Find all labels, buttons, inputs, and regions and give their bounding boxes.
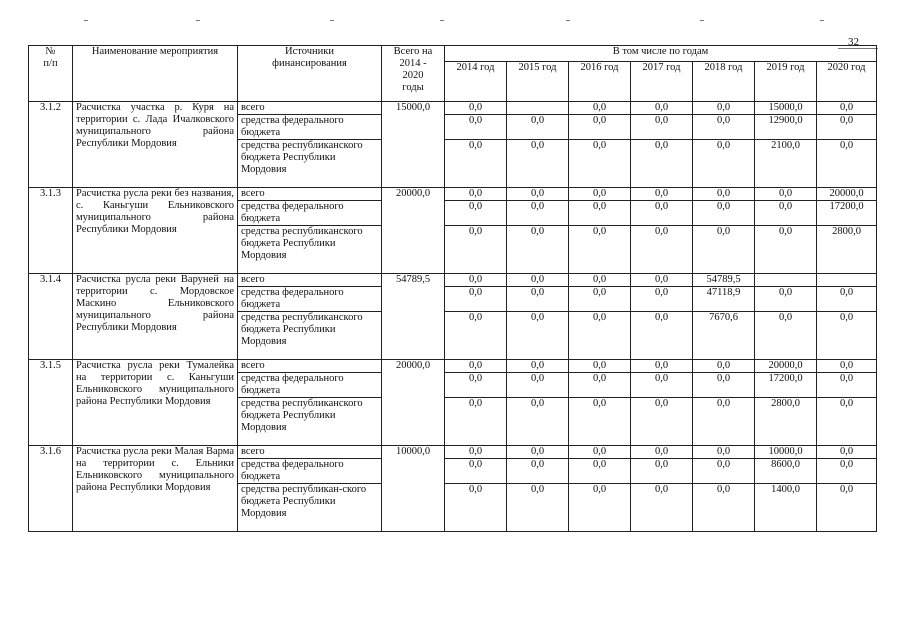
- header-total: Всего на 2014 - 2020 годы: [382, 46, 445, 102]
- year-value: 0,0: [569, 459, 631, 484]
- year-value: 0,0: [569, 226, 631, 274]
- funding-source: всего: [238, 274, 382, 287]
- year-value: 0,0: [507, 312, 569, 360]
- header-name: Наименование мероприятия: [73, 46, 238, 102]
- header-year: 2016 год: [569, 62, 631, 102]
- year-value: 2800,0: [755, 398, 817, 446]
- year-value: 0,0: [445, 201, 507, 226]
- funding-source: средства республиканского бюджета Республики Мордовия: [238, 312, 382, 360]
- year-value: 2100,0: [755, 140, 817, 188]
- funding-source: средства республиканского бюджета Республики Мордовия: [238, 226, 382, 274]
- scan-artifact: [820, 20, 824, 21]
- year-value: 0,0: [817, 102, 877, 115]
- table-body: [29, 102, 877, 532]
- scan-artifact: [84, 20, 88, 21]
- total-amount: 10000,0: [382, 446, 445, 532]
- year-value: 0,0: [569, 484, 631, 532]
- year-value: 0,0: [693, 115, 755, 140]
- scan-artifact: [566, 20, 570, 21]
- year-value: 54789,5: [693, 274, 755, 287]
- header-year: 2017 год: [631, 62, 693, 102]
- year-value: 0,0: [693, 226, 755, 274]
- year-value: 0,0: [693, 398, 755, 446]
- table-row: [29, 188, 877, 201]
- year-value: 0,0: [445, 373, 507, 398]
- activity-name: Расчистка участка р. Куря на территории с. Лада Ичалковского муниципального района Республики Мордовия: [73, 102, 238, 188]
- funding-source: средства федерального бюджета: [238, 373, 382, 398]
- year-value: 0,0: [755, 188, 817, 201]
- year-value: 0,0: [631, 360, 693, 373]
- year-value: 0,0: [445, 102, 507, 115]
- year-value: 0,0: [445, 140, 507, 188]
- total-amount: 15000,0: [382, 102, 445, 188]
- page-number: 32: [848, 36, 859, 48]
- year-value: 0,0: [445, 459, 507, 484]
- year-value: 7670,6: [693, 312, 755, 360]
- year-value: 0,0: [569, 373, 631, 398]
- year-value: 20000,0: [817, 188, 877, 201]
- year-value: 0,0: [817, 140, 877, 188]
- year-value: 0,0: [693, 459, 755, 484]
- year-value: 0,0: [693, 140, 755, 188]
- year-value: 0,0: [817, 484, 877, 532]
- year-value: 0,0: [631, 274, 693, 287]
- year-value: 12900,0: [755, 115, 817, 140]
- row-number: 3.1.4: [29, 274, 73, 360]
- year-value: 17200,0: [817, 201, 877, 226]
- year-value: 0,0: [693, 360, 755, 373]
- year-value: 0,0: [445, 226, 507, 274]
- year-value: 0,0: [817, 373, 877, 398]
- year-value: [507, 102, 569, 115]
- year-value: 0,0: [569, 446, 631, 459]
- year-value: 0,0: [569, 360, 631, 373]
- year-value: 0,0: [445, 274, 507, 287]
- year-value: 0,0: [817, 459, 877, 484]
- year-value: 0,0: [507, 188, 569, 201]
- year-value: 0,0: [445, 115, 507, 140]
- row-number: 3.1.2: [29, 102, 73, 188]
- year-value: 0,0: [693, 188, 755, 201]
- year-value: 0,0: [507, 140, 569, 188]
- year-value: 0,0: [631, 115, 693, 140]
- year-value: 8600,0: [755, 459, 817, 484]
- year-value: 0,0: [445, 484, 507, 532]
- year-value: 0,0: [507, 373, 569, 398]
- year-value: 20000,0: [755, 360, 817, 373]
- year-value: 0,0: [631, 102, 693, 115]
- activity-name: Расчистка русла реки без названия, с. Каньгуши Ельниковского муниципального района Республики Мордовия: [73, 188, 238, 274]
- funding-source: средства федерального бюджета: [238, 287, 382, 312]
- budget-table: [28, 45, 877, 532]
- year-value: 0,0: [507, 115, 569, 140]
- table-row: [29, 274, 877, 287]
- activity-name: Расчистка русла реки Тумалейка на территории с. Каньгуши Ельниковского муниципального района Республики Мордовия: [73, 360, 238, 446]
- year-value: 0,0: [507, 226, 569, 274]
- total-amount: 20000,0: [382, 188, 445, 274]
- funding-source: всего: [238, 188, 382, 201]
- total-amount: 54789,5: [382, 274, 445, 360]
- year-value: 0,0: [507, 446, 569, 459]
- year-value: 0,0: [569, 312, 631, 360]
- year-value: 0,0: [569, 201, 631, 226]
- year-value: 0,0: [817, 312, 877, 360]
- year-value: 2800,0: [817, 226, 877, 274]
- funding-source: средства федерального бюджета: [238, 459, 382, 484]
- year-value: 0,0: [755, 312, 817, 360]
- header-year: 2015 год: [507, 62, 569, 102]
- year-value: 0,0: [507, 274, 569, 287]
- header-by-years: В том числе по годам: [445, 46, 877, 62]
- year-value: 0,0: [631, 484, 693, 532]
- year-value: [755, 274, 817, 287]
- table-row: [29, 360, 877, 373]
- year-value: 0,0: [817, 446, 877, 459]
- funding-source: средства федерального бюджета: [238, 115, 382, 140]
- scan-artifact: [700, 20, 704, 21]
- year-value: 0,0: [631, 287, 693, 312]
- activity-name: Расчистка русла реки Варуней на территории с. Мордовское Маскино Ельниковского муниципального района Республики Мордовия: [73, 274, 238, 360]
- year-value: 0,0: [569, 188, 631, 201]
- funding-source: средства федерального бюджета: [238, 201, 382, 226]
- funding-source: всего: [238, 102, 382, 115]
- year-value: 0,0: [693, 484, 755, 532]
- year-value: 0,0: [445, 312, 507, 360]
- header-year: 2020 год: [817, 62, 877, 102]
- table-row: [29, 102, 877, 115]
- year-value: 0,0: [445, 188, 507, 201]
- year-value: 0,0: [631, 312, 693, 360]
- total-amount: 20000,0: [382, 360, 445, 446]
- year-value: 0,0: [631, 398, 693, 446]
- year-value: 0,0: [631, 140, 693, 188]
- year-value: 0,0: [569, 140, 631, 188]
- year-value: 0,0: [817, 360, 877, 373]
- year-value: 0,0: [507, 459, 569, 484]
- year-value: 15000,0: [755, 102, 817, 115]
- year-value: 0,0: [817, 398, 877, 446]
- funding-source: средства республиканского бюджета Республики Мордовия: [238, 140, 382, 188]
- table-header: [29, 46, 877, 102]
- table-row: [29, 446, 877, 459]
- funding-source: всего: [238, 446, 382, 459]
- header-num: № п/п: [29, 46, 73, 102]
- header-sources: Источники финансирования: [238, 46, 382, 102]
- year-value: 0,0: [693, 102, 755, 115]
- year-value: 0,0: [631, 201, 693, 226]
- year-value: 0,0: [631, 226, 693, 274]
- year-value: 0,0: [817, 287, 877, 312]
- row-number: 3.1.5: [29, 360, 73, 446]
- year-value: 0,0: [693, 373, 755, 398]
- year-value: 0,0: [631, 459, 693, 484]
- funding-source: средства республиканского бюджета Республики Мордовия: [238, 398, 382, 446]
- scan-artifact: [440, 20, 444, 21]
- year-value: 0,0: [569, 287, 631, 312]
- header-year: 2019 год: [755, 62, 817, 102]
- year-value: 0,0: [569, 102, 631, 115]
- year-value: 10000,0: [755, 446, 817, 459]
- year-value: 0,0: [693, 446, 755, 459]
- year-value: 0,0: [569, 398, 631, 446]
- year-value: 0,0: [445, 360, 507, 373]
- header-year: 2018 год: [693, 62, 755, 102]
- header-year: 2014 год: [445, 62, 507, 102]
- year-value: 0,0: [445, 398, 507, 446]
- year-value: 0,0: [569, 274, 631, 287]
- year-value: 0,0: [631, 373, 693, 398]
- year-value: 0,0: [507, 287, 569, 312]
- year-value: 47118,9: [693, 287, 755, 312]
- funding-source: средства республикан-ского бюджета Республики Мордовия: [238, 484, 382, 532]
- year-value: 0,0: [631, 446, 693, 459]
- year-value: 0,0: [507, 398, 569, 446]
- year-value: 0,0: [445, 446, 507, 459]
- year-value: 0,0: [445, 287, 507, 312]
- year-value: 17200,0: [755, 373, 817, 398]
- year-value: 0,0: [569, 115, 631, 140]
- scan-artifact: [330, 20, 334, 21]
- row-number: 3.1.3: [29, 188, 73, 274]
- year-value: 0,0: [507, 360, 569, 373]
- year-value: 0,0: [755, 201, 817, 226]
- year-value: 0,0: [755, 287, 817, 312]
- year-value: 0,0: [631, 188, 693, 201]
- year-value: 1400,0: [755, 484, 817, 532]
- year-value: 0,0: [755, 226, 817, 274]
- year-value: 0,0: [507, 201, 569, 226]
- year-value: 0,0: [817, 115, 877, 140]
- scan-artifact: [196, 20, 200, 21]
- row-number: 3.1.6: [29, 446, 73, 532]
- year-value: [817, 274, 877, 287]
- activity-name: Расчистка русла реки Малая Варма на территории с. Ельники Ельниковского муниципального района Республики Мордовия: [73, 446, 238, 532]
- year-value: 0,0: [507, 484, 569, 532]
- funding-source: всего: [238, 360, 382, 373]
- year-value: 0,0: [693, 201, 755, 226]
